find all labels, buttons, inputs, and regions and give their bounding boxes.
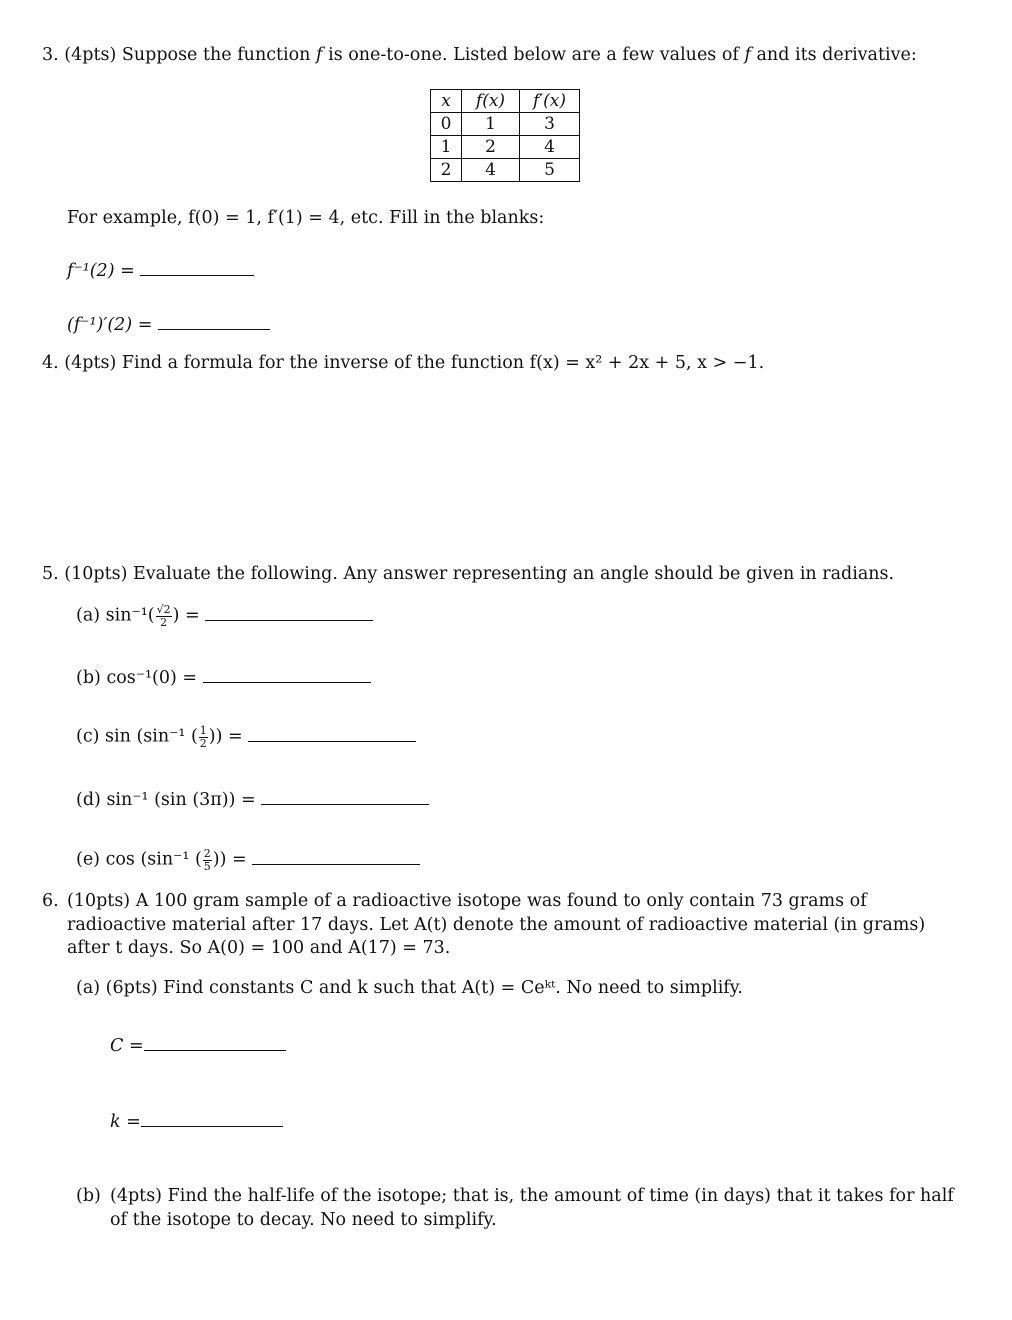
q3-text-b: is one-to-one. Listed below are a few values of: [328, 45, 739, 65]
answer-blank[interactable]: [158, 328, 270, 330]
answer-blank[interactable]: [261, 803, 429, 805]
q4-points: (4pts): [64, 353, 117, 373]
q6a-label: (a): [76, 978, 101, 998]
table-header-f: f(x): [462, 90, 520, 113]
q5-part-d: [76, 789, 429, 813]
answer-blank[interactable]: [252, 863, 420, 865]
q5a-fraction: $\frac{√2}{2}$: [156, 603, 171, 629]
q5-points: (10pts): [64, 564, 128, 584]
q5c-fraction: $\frac{1}{2}$: [199, 724, 207, 750]
table-header-fprime: f′(x): [520, 90, 580, 113]
q4-header: [42, 352, 764, 376]
q3-example: For example, f(0) = 1, f′(1) = 4, etc. Fill in the blanks:: [67, 208, 545, 228]
q5d-expr: sin⁻¹ (sin (3π)) =: [106, 790, 256, 810]
q5e-fraction: $\frac{2}{5}$: [203, 847, 211, 873]
q5-part-e: [76, 848, 420, 872]
q3-number: 3.: [42, 45, 59, 65]
table-cell: 2: [462, 136, 520, 159]
answer-blank[interactable]: [203, 681, 371, 683]
table-cell: 3: [520, 113, 580, 136]
q3-blank2: [67, 314, 270, 338]
q5-text: Evaluate the following. Any answer representing an angle should be given in radians.: [133, 564, 895, 584]
q6-points: (10pts): [67, 891, 131, 911]
q6b-label: (b): [76, 1186, 101, 1206]
answer-blank[interactable]: [140, 274, 254, 276]
q6-number: 6.: [42, 891, 59, 911]
q5c-pre: sin (sin⁻¹ (: [105, 726, 198, 747]
q6-c-label: C =: [110, 1036, 144, 1056]
answer-blank[interactable]: [205, 619, 373, 621]
q5-part-c: [76, 725, 416, 749]
answer-blank[interactable]: [144, 1049, 286, 1051]
q6-part-a: [76, 977, 743, 1001]
q5e-pre: cos (sin⁻¹ (: [105, 849, 202, 870]
q5c-post: )) =: [208, 726, 243, 747]
q5e-post: )) =: [212, 849, 247, 870]
table-cell: 0: [431, 113, 462, 136]
q6b-text: Find the half-life of the isotope; that is, the amount of time (in days) that it takes for half of the isotope to decay. No need to simplify.: [110, 1186, 954, 1230]
q5a-pre: sin⁻¹(: [105, 605, 155, 626]
table-cell: 2: [431, 159, 462, 182]
q5a-post: ) =: [172, 605, 200, 626]
table-row: [431, 136, 580, 159]
q5e-label: (e): [76, 849, 101, 870]
values-table: [430, 89, 580, 182]
answer-blank[interactable]: [248, 740, 416, 742]
q6-k-label: k =: [110, 1112, 141, 1132]
table-cell: 1: [431, 136, 462, 159]
q4-text: Find a formula for the inverse of the function f(x) = x² + 2x + 5, x > −1.: [121, 353, 765, 373]
table-header-x: x: [431, 90, 462, 113]
table-row: [431, 159, 580, 182]
values-table-wrapper: [430, 89, 580, 182]
q6a-points: (6pts): [105, 978, 158, 998]
table-cell: 1: [462, 113, 520, 136]
table-cell: 4: [462, 159, 520, 182]
table-header-row: [431, 90, 580, 113]
q6-text: A 100 gram sample of a radioactive isotope was found to only contain 73 grams of radioactive material after 17 days. Let A(t) denote the amount of radioactive material (in grams) after t days. So A(0) = 100 and A(17) = 73.: [67, 891, 926, 959]
q5d-label: (d): [76, 790, 101, 810]
q5b-label: (b): [76, 668, 101, 688]
q3-header: 3. (4pts) Suppose the function f is one-to-one. Listed below are a few values of f and its derivative:: [42, 45, 917, 65]
q6-c-blank: [110, 1035, 286, 1059]
q3-points: (4pts): [64, 45, 117, 65]
q6-part-b: [76, 1185, 956, 1232]
q5a-label: (a): [76, 605, 101, 626]
q4-number: 4.: [42, 353, 59, 373]
table-cell: 4: [520, 136, 580, 159]
q6a-text: Find constants C and k such that A(t) = Ceᵏᵗ. No need to simplify.: [163, 978, 743, 998]
table-row: [431, 113, 580, 136]
q3-text-c: and its derivative:: [756, 45, 917, 65]
answer-blank[interactable]: [141, 1125, 283, 1127]
q6b-points: (4pts): [110, 1186, 163, 1206]
q3-text-a: Suppose the function: [121, 45, 311, 65]
q5b-expr: cos⁻¹(0) =: [106, 668, 198, 688]
q3-blank1: [67, 260, 254, 284]
table-cell: 5: [520, 159, 580, 182]
q3-blank1-label: f⁻¹(2) =: [67, 261, 135, 281]
q5c-label: (c): [76, 726, 100, 747]
q6-header: [42, 890, 962, 961]
q5-number: 5.: [42, 564, 59, 584]
q5-part-b: [76, 667, 371, 691]
q6-k-blank: [110, 1111, 283, 1135]
q3-blank2-label: (f⁻¹)′(2) =: [67, 315, 153, 335]
q5-part-a: [76, 604, 373, 628]
q5-header: [42, 563, 894, 587]
